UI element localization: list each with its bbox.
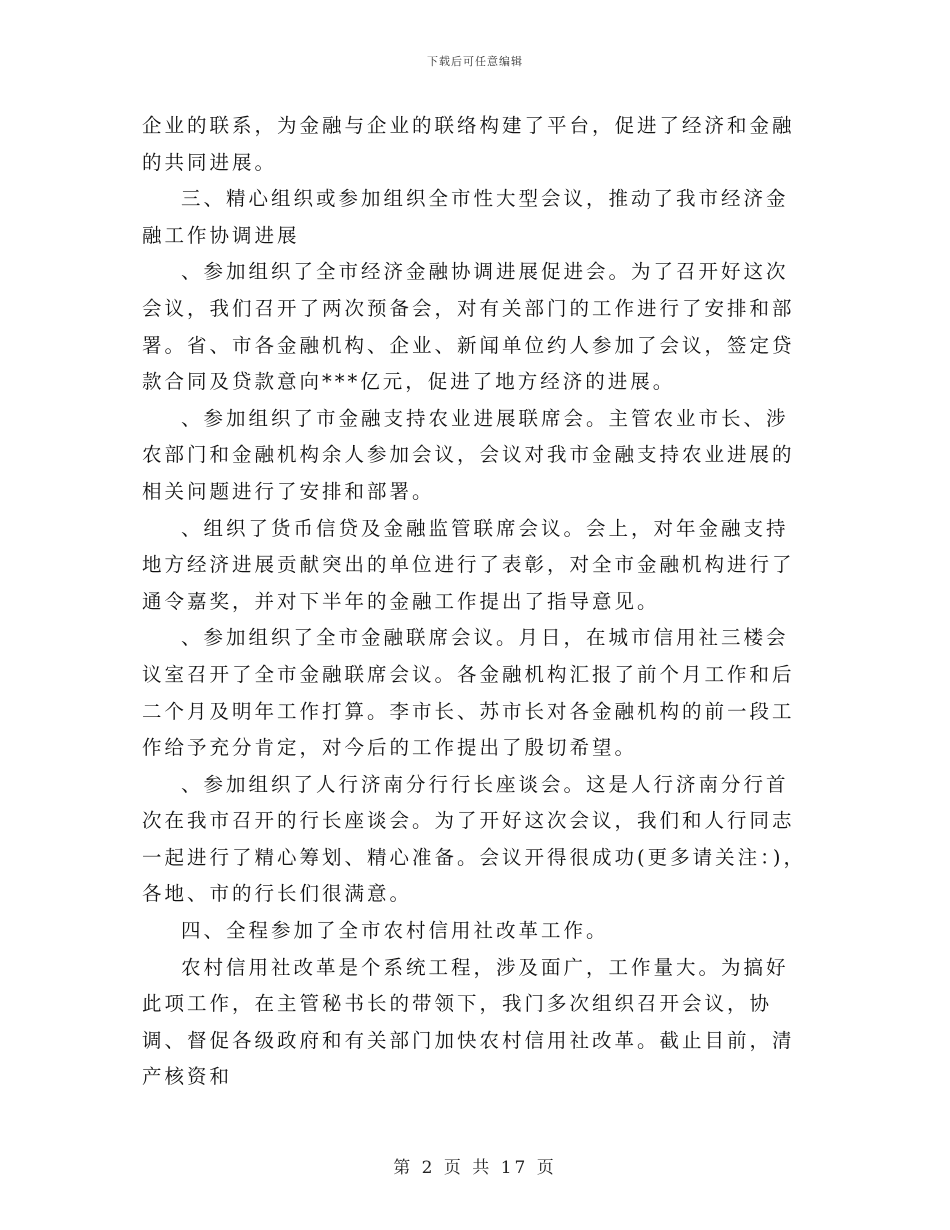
paragraph-7: 、参加组织了人行济南分行行长座谈会。这是人行济南分行首次在我市召开的行长座谈会。为了开好这次会议，我们和人行同志一起进行了精心筹划、精心准备。会议开得很成功(更多请关注：)，各地、市的行长们很满意。 (142, 772, 806, 906)
page-number-footer: 第 2 页 共 17 页 (393, 1158, 557, 1178)
paragraph-3: 、参加组织了全市经济金融协调进展促进会。为了召开好这次会议，我们召开了两次预备会，对有关部门的工作进行了安排和部署。省、市各金融机构、企业、新闻单位约人参加了会议，签定贷款合同及贷款意向***亿元，促进了地方经济的进展。 (142, 260, 795, 394)
paragraph-5: 、组织了货币信贷及金融监管联席会议。会上，对年金融支持地方经济进展贡献突出的单位进行了表彰，对全市金融机构进行了通令嘉奖，并对下半年的金融工作提出了指导意见。 (142, 516, 795, 613)
paragraph-4: 、参加组织了市金融支持农业进展联席会。主管农业市长、涉农部门和金融机构余人参加会议，会议对我市金融支持农业进展的相关问题进行了安排和部署。 (142, 406, 795, 503)
paragraph-6: 、参加组织了全市金融联席会议。月日，在城市信用社三楼会议室召开了全市金融联席会议。各金融机构汇报了前个月工作和后二个月及明年工作打算。李市长、苏市长对各金融机构的前一段工作给予充分肯定，对今后的工作提出了殷切希望。 (142, 626, 795, 760)
section-heading-4: 四、全程参加了全市农村信用社改革工作。 (181, 919, 609, 943)
document-body (142, 108, 810, 1096)
paragraph-1: 企业的联系，为金融与企业的联络构建了平台，促进了经济和金融的共同进展。 (142, 114, 795, 174)
page-header: 下载后可任意编辑 (427, 55, 523, 68)
section-heading-3: 三、精心组织或参加组织全市性大型会议，推动了我市经济金融工作协调进展 (142, 187, 789, 247)
paragraph-9: 农村信用社改革是个系统工程，涉及面广，工作量大。为搞好此项工作，在主管秘书长的带领下，我门多次组织召开会议，协调、督促各级政府和有关部门加快农村信用社改革。截止目前，清产核资和 (142, 955, 795, 1089)
